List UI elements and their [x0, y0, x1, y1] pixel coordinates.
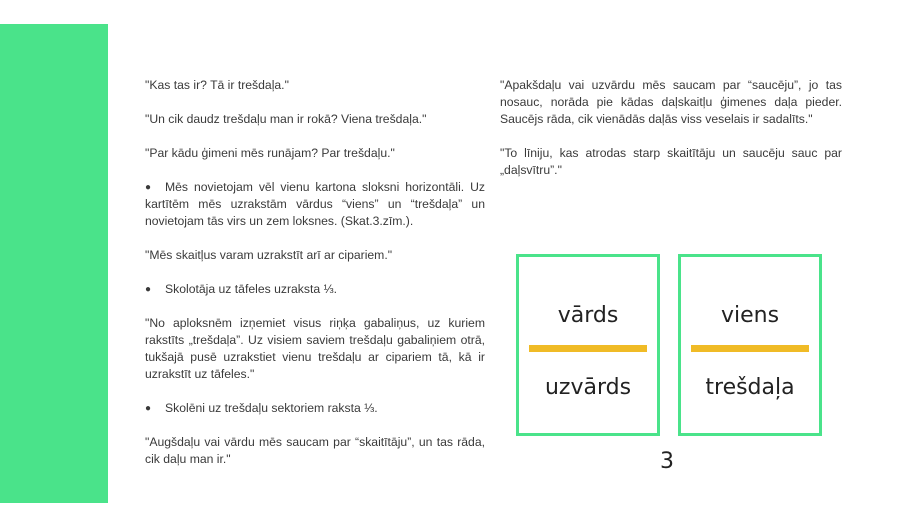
paragraph: "Mēs skaitļus varam uzrakstīt arī ar cipariem." [145, 248, 393, 262]
card-top-label: vārds [557, 303, 619, 328]
card-bottom-label: trešdaļa [705, 375, 795, 400]
bullet-item [145, 281, 485, 298]
figure-number: 3 [660, 449, 674, 474]
fraction-bar [529, 345, 647, 352]
bullet-text: Skolotāja uz tāfeles uzraksta ⅓. [165, 282, 338, 296]
paragraph: "Par kādu ģimeni mēs runājam? Par trešdaļu." [145, 146, 395, 160]
fraction-card-word [516, 254, 660, 436]
left-text-column [145, 77, 485, 485]
paragraph: "Augšdaļu vai vārdu mēs saucam par “skaitītāju”, un tas rāda, cik daļu man ir." [145, 435, 485, 466]
bullet-item [145, 400, 485, 417]
bullet-icon: ● [145, 182, 152, 193]
card-top-label: viens [720, 303, 780, 328]
right-text-column [500, 77, 842, 196]
card-bottom-label: uzvārds [544, 375, 632, 400]
fraction-bar [691, 345, 809, 352]
bullet-text: Skolēni uz trešdaļu sektoriem raksta ⅓. [165, 401, 378, 415]
bullet-icon: ● [145, 403, 152, 414]
paragraph: "To līniju, kas atrodas starp skaitītāju un saucēju sauc par „daļsvītru”." [500, 146, 842, 177]
paragraph: "Kas tas ir? Tā ir trešdaļa." [145, 78, 289, 92]
fraction-card-value [678, 254, 822, 436]
paragraph: "Apakšdaļu vai uzvārdu mēs saucam par “saucēju”, jo tas nosauc, norāda pie kādas daļskaitļu ģimenes daļa pieder. Saucējs rāda, cik vienādās daļās viss veselais ir sadalīts." [500, 78, 842, 126]
bullet-item [145, 179, 485, 230]
paragraph: "No aploksnēm izņemiet visus riņķa gabaliņus, uz kuriem rakstīts „trešdaļa”. Uz visiem saviem trešdaļu gabaliņiem otrā, tukšajā pusē uzrakstiet vienu trešdaļu ar cipariem tā, kā ir uzrakstīt uz tāfeles." [145, 316, 485, 381]
green-side-bar [0, 24, 108, 503]
bullet-icon: ● [145, 284, 152, 295]
paragraph: "Un cik daudz trešdaļu man ir rokā? Viena trešdaļa." [145, 112, 427, 126]
bullet-text: Mēs novietojam vēl vienu kartona sloksni horizontāli. Uz kartītēm mēs uzrakstām vārdus “viens” un “trešdaļa” un novietojam tās virs un zem loksnes. (Skat.3.zīm.). [145, 180, 485, 228]
